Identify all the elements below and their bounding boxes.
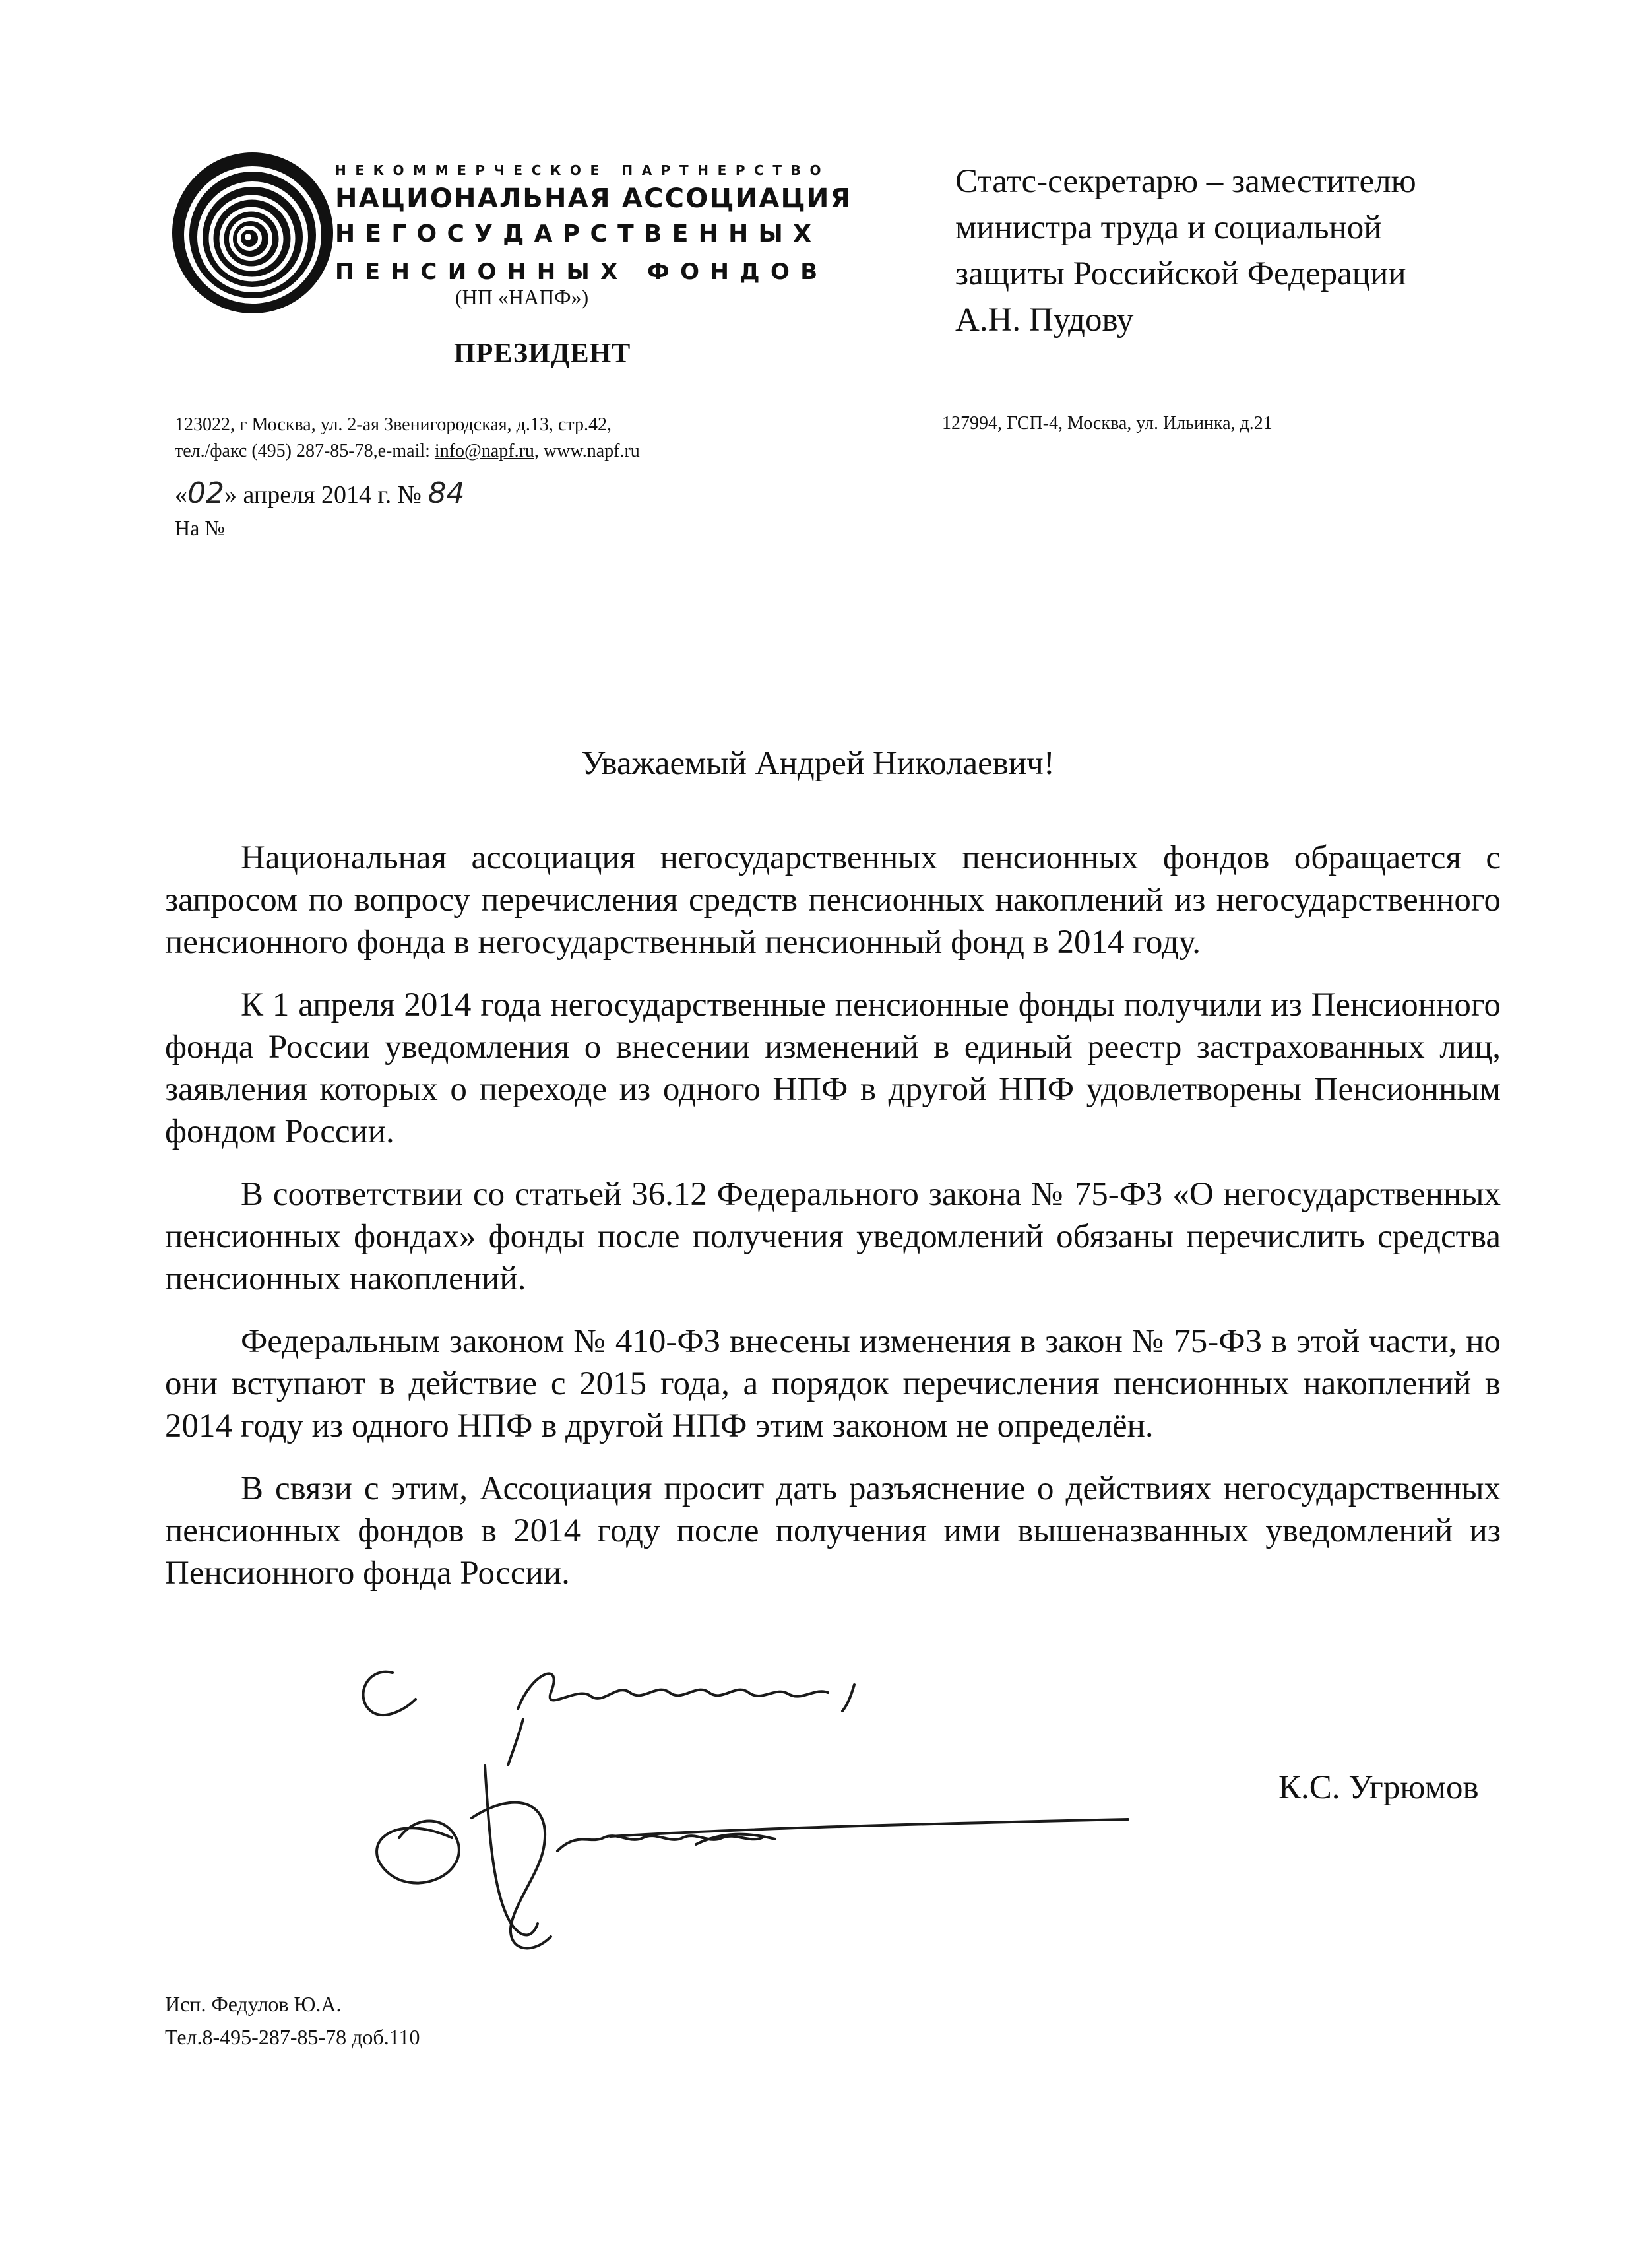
sender-website: , www.napf.ru bbox=[534, 441, 640, 461]
sender-address-line: 123022, г Москва, ул. 2-ая Звенигородская, д.13, стр.42, bbox=[175, 414, 612, 435]
addressee-address: 127994, ГСП-4, Москва, ул. Ильинка, д.21 bbox=[942, 413, 1273, 434]
sender-phone: тел./факс (495) 287-85-78,e-mail: bbox=[175, 441, 435, 461]
addressee-name: А.Н. Пудову bbox=[955, 302, 1134, 339]
reference-number-label: На № bbox=[175, 516, 225, 540]
addressee-line-1: Статс-секретарю – заместителю bbox=[955, 163, 1416, 200]
org-name-line-2: НЕГОСУДАРСТВЕННЫХ bbox=[335, 220, 822, 247]
date-open-quote: « bbox=[175, 481, 187, 509]
letter-body bbox=[165, 837, 1501, 1615]
org-name-line-1: НАЦИОНАЛЬНАЯ АССОЦИАЦИЯ bbox=[335, 183, 852, 214]
sender-address bbox=[175, 412, 640, 465]
handwritten-number: 84 bbox=[427, 476, 465, 510]
executor-info bbox=[165, 1988, 420, 2054]
handwritten-day: 02 bbox=[187, 476, 224, 510]
org-type-line: НЕКОММЕРЧЕСКОЕ ПАРТНЕРСТВО bbox=[335, 162, 831, 178]
executor-name: Исп. Федулов Ю.А. bbox=[165, 1992, 342, 2016]
body-paragraph: К 1 апреля 2014 года негосударственные пенсионные фонды получили из Пенсионного фонда России уведомления о внесении изменений в единый реестр застрахованных лиц, заявления которых о переходе из одного НПФ в другой НПФ удовлетворены Пенсионным фондом России. bbox=[165, 987, 1501, 1150]
body-paragraph: Национальная ассоциация негосударственных пенсионных фондов обращается с запросом по вопросу перечисления средств пенсионных накоплений из негосударственного пенсионного фонда в негосударственный пенсионный фонд в 2014 году. bbox=[165, 839, 1501, 961]
signer-name: К.С. Угрюмов bbox=[1278, 1769, 1479, 1806]
handwritten-signature bbox=[353, 1646, 1131, 1990]
executor-phone: Тел.8-495-287-85-78 доб.110 bbox=[165, 2025, 420, 2049]
body-paragraph: В связи с этим, Ассоциация просит дать разъяснение о действиях негосударственных пенсионных фондов в 2014 году после получения ими вышеназванных уведомлений из Пенсионного фонда России. bbox=[165, 1470, 1501, 1592]
body-paragraph: В соответствии со статьей 36.12 Федерального закона № 75-ФЗ «О негосударственных пенсионных фондах» фонды после получения уведомлений обязаны перечислить средства пенсионных накоплений. bbox=[165, 1176, 1501, 1297]
sender-position: ПРЕЗИДЕНТ bbox=[454, 339, 631, 369]
org-abbreviation: (НП «НАПФ») bbox=[455, 285, 589, 309]
addressee-line-3: защиты Российской Федерации bbox=[955, 255, 1406, 292]
sender-email-link[interactable]: info@napf.ru bbox=[434, 441, 534, 461]
addressee-line-2: министра труда и социальной bbox=[955, 209, 1382, 246]
body-paragraph: Федеральным законом № 410-ФЗ внесены изменения в закон № 75-ФЗ в этой части, но они вступают в действие с 2015 года, а порядок перечисления пенсионных накоплений в 2014 году из одного НПФ в другой НПФ этим законом не определён. bbox=[165, 1323, 1501, 1444]
org-name-line-3: ПЕНСИОННЫХ ФОНДОВ bbox=[335, 259, 829, 285]
association-logo bbox=[170, 150, 335, 315]
sender-contacts-line bbox=[175, 438, 640, 465]
addressee-block bbox=[955, 158, 1416, 343]
outgoing-date-number bbox=[175, 476, 465, 510]
date-month-year: » апреля 2014 г. № bbox=[224, 481, 428, 509]
salutation: Уважаемый Андрей Николаевич! bbox=[581, 745, 1055, 782]
